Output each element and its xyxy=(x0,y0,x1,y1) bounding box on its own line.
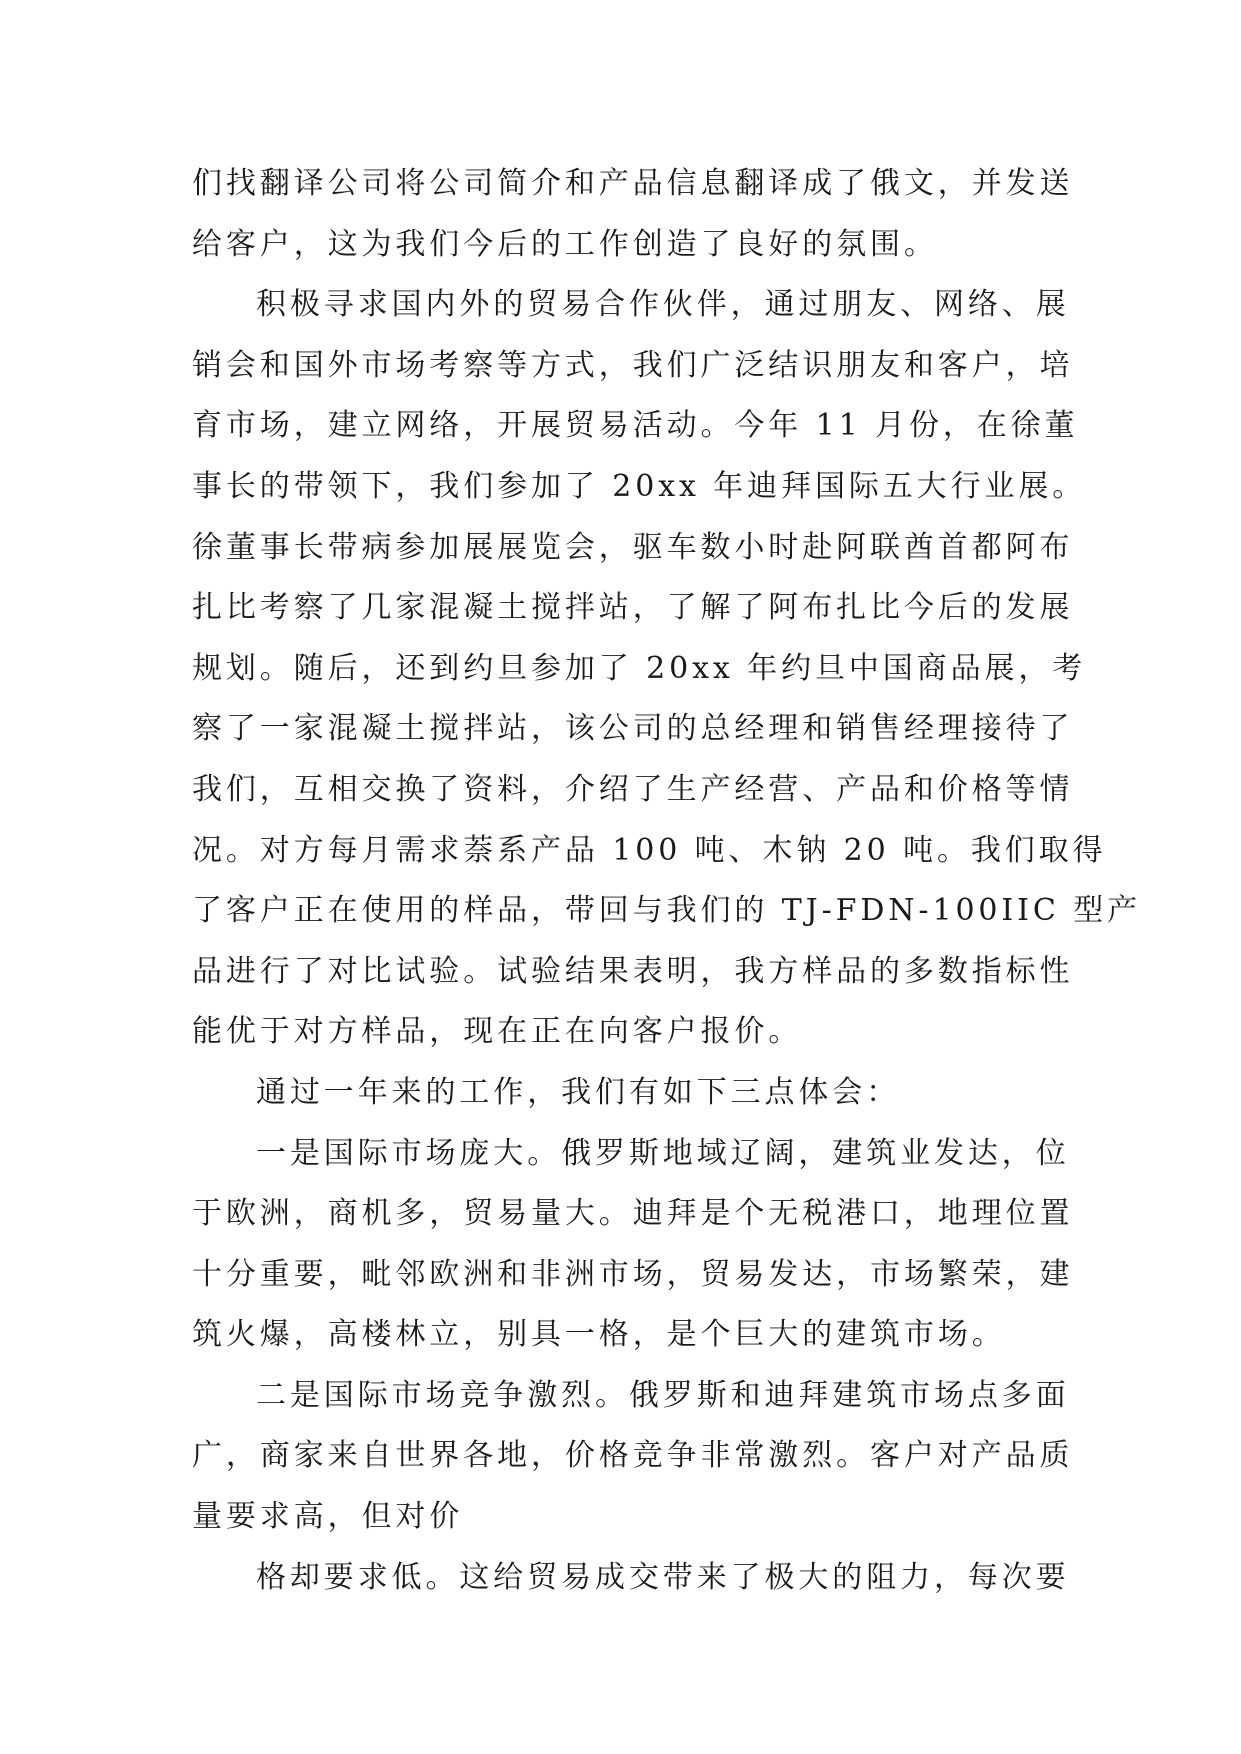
paragraph-start-line: 一是国际市场庞大。俄罗斯地域辽阔，建筑业发达，位 xyxy=(256,1135,1070,1171)
text-line: 徐董事长带病参加展展览会，驱车数小时赴阿联酋首都阿布 xyxy=(192,529,1074,565)
text-line: 育市场，建立网络，开展贸易活动。今年 11 月份，在徐董 xyxy=(192,408,1079,444)
text-line: 们找翻译公司将公司简介和产品信息翻译成了俄文，并发送 xyxy=(192,166,1074,201)
text-line: 扎比考察了几家混凝土搅拌站，了解了阿布扎比今后的发展 xyxy=(192,590,1074,626)
paragraph-start-line: 格却要求低。这给贸易成交带来了极大的阻力，每次要 xyxy=(256,1559,1070,1595)
text-line: 给客户，这为我们今后的工作创造了良好的氛围。 xyxy=(192,226,938,262)
body-text xyxy=(192,154,1142,1608)
text-line: 量要求高，但对价 xyxy=(192,1499,464,1535)
text-line: 能优于对方样品，现在正在向客户报价。 xyxy=(192,1014,803,1050)
text-line: 了客户正在使用的样品，带回与我们的 TJ-FDN-100IIC 型产 xyxy=(192,893,1142,929)
paragraph-start-line: 通过一年来的工作，我们有如下三点体会： xyxy=(256,1074,901,1110)
text-line: 品进行了对比试验。试验结果表明，我方样品的多数指标性 xyxy=(192,953,1074,989)
text-line: 察了一家混凝土搅拌站，该公司的总经理和销售经理接待了 xyxy=(192,711,1074,747)
text-line: 我们，互相交换了资料，介绍了生产经营、产品和价格等情 xyxy=(192,771,1074,807)
text-line: 广，商家来自世界各地，价格竞争非常激烈。客户对产品质 xyxy=(192,1438,1074,1474)
text-line: 十分重要，毗邻欧洲和非洲市场，贸易发达，市场繁荣，建 xyxy=(192,1256,1074,1292)
text-line: 规划。随后，还到约旦参加了 20xx 年约旦中国商品展，考 xyxy=(192,650,1087,686)
paragraph-start-line: 积极寻求国内外的贸易合作伙伴，通过朋友、网络、展 xyxy=(256,287,1070,323)
paragraph-start-line: 二是国际市场竞争激烈。俄罗斯和迪拜建筑市场点多面 xyxy=(256,1377,1070,1413)
text-line: 事长的带领下，我们参加了 20xx 年迪拜国际五大行业展。 xyxy=(192,468,1087,504)
text-line: 筑火爆，高楼林立，别具一格，是个巨大的建筑市场。 xyxy=(192,1317,1006,1353)
text-line: 销会和国外市场考察等方式，我们广泛结识朋友和客户，培 xyxy=(192,347,1074,383)
text-line: 于欧洲，商机多，贸易量大。迪拜是个无税港口，地理位置 xyxy=(192,1196,1074,1232)
text-line: 况。对方每月需求萘系产品 100 吨、木钠 20 吨。我们取得 xyxy=(192,832,1107,868)
